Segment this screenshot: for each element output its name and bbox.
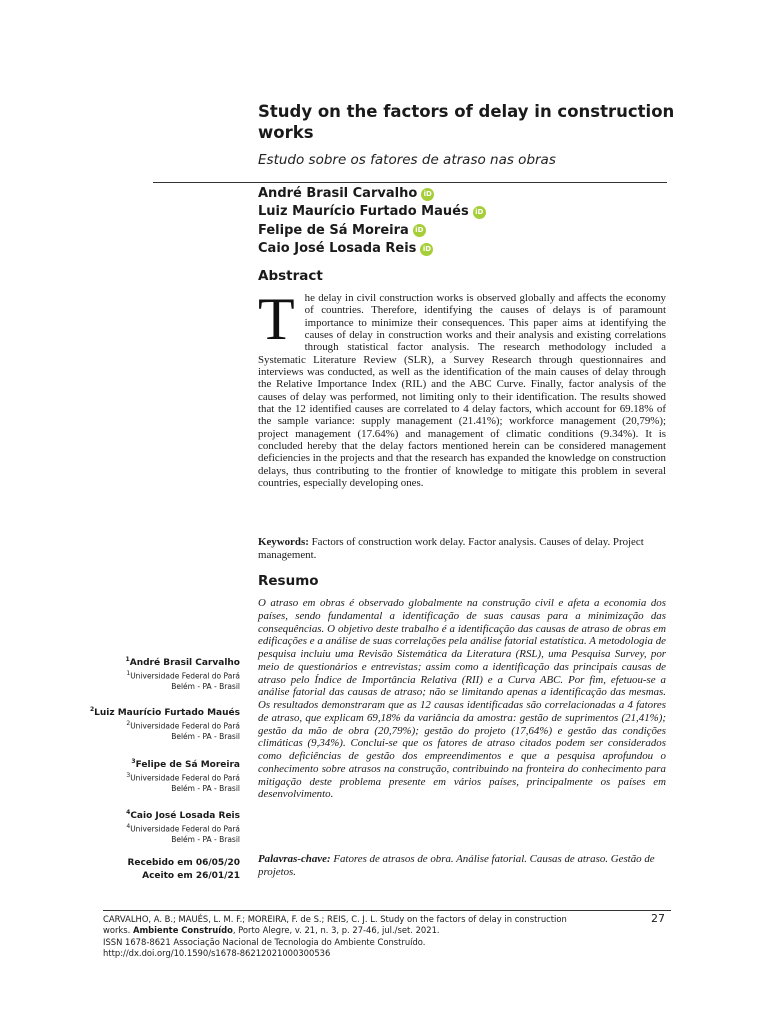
received-date: Recebido em 06/05/20 xyxy=(127,858,240,868)
resumo-heading: Resumo xyxy=(258,573,319,589)
affiliation-3 xyxy=(126,756,240,794)
affiliation-sup: 3 xyxy=(126,772,131,779)
affiliation-name: Luiz Maurício Furtado Maués xyxy=(94,708,240,718)
author-list xyxy=(258,185,486,258)
submission-dates xyxy=(127,857,240,883)
affiliation-location: Belém - PA - Brasil xyxy=(171,681,240,691)
resumo-text: O atraso em obras é observado globalmente na construção civil e afeta a economia dos países, sendo fundamental a identificação de suas causas para a minimização das consequências. O objetivo deste trabalho é a identificação das causas de atraso de obras em edificações e a análise de suas correlações pela análise fatorial estatística. A metodologia de pesquisa incluiu uma Revisão Sistemática da Literatura (RSL), uma Pesquisa Survey, por meio de questionários e entrevistas; assim como a identificação das principais causas de atraso pelo Índice de Importância Relativa (RII) e a Curva ABC. Por fim, efetuou-se a análise fatorial das causas de atraso; não se limitando apenas a identificação das mesmas. Os resultados demonstraram que as 12 causas identificadas são correlacionadas a 4 fatores de atraso, que explicam 69,18% da variância da amostra: gestão de suprimentos (21,41%); gestão da mão de obra (20,79%); gestão do projeto (17,64%) e gestão das condições climáticas (9,34%). Conclui-se que os fatores de atraso citados podem ser considerados como deficiências de gestão dos empreendimentos e que a pesquisa aprofundou o conhecimento sobre atrasos na construção, contribuindo na fronteira do conhecimento para mitigação deste problema presente em vários países, principalmente os países em desenvolvimento. xyxy=(258,597,666,801)
affiliation-university: Universidade Federal do Pará xyxy=(130,671,240,681)
affiliation-1 xyxy=(126,654,240,692)
author-1 xyxy=(258,185,486,203)
doi-link[interactable]: http://dx.doi.org/10.1590/s1678-86212021000300536 xyxy=(103,947,331,958)
abstract-keywords xyxy=(258,536,666,561)
author-name: Luiz Maurício Furtado Maués xyxy=(258,204,469,220)
orcid-icon[interactable]: iD xyxy=(420,243,433,256)
author-sup: 3 xyxy=(131,758,136,765)
resumo-keywords xyxy=(258,853,666,878)
affiliation-name: André Brasil Carvalho xyxy=(129,658,240,668)
affiliation-sup: 4 xyxy=(126,823,131,830)
author-name: André Brasil Carvalho xyxy=(258,186,418,201)
citation-suffix: , Porto Alegre, v. 21, n. 3, p. 27-46, jul./set. 2021. xyxy=(232,925,440,936)
keywords-label: Keywords: xyxy=(258,536,309,548)
author-sup: 1 xyxy=(125,656,130,663)
bottom-divider xyxy=(103,910,671,911)
top-divider xyxy=(153,182,667,183)
orcid-icon[interactable]: iD xyxy=(473,206,486,219)
journal-name: Ambiente Construído xyxy=(132,925,233,936)
issn-line: ISSN 1678-8621 Associação Nacional de Tecnologia do Ambiente Construído. xyxy=(103,936,426,947)
citation-footer xyxy=(103,914,633,959)
citation-prefix: works. xyxy=(103,925,131,936)
author-name: Felipe de Sá Moreira xyxy=(258,222,409,238)
author-sup: 2 xyxy=(89,706,95,713)
author-3 xyxy=(258,222,486,240)
affiliation-location: Belém - PA - Brasil xyxy=(171,783,240,793)
accepted-date: Aceito em 26/01/21 xyxy=(142,871,240,881)
palavras-label: Palavras-chave: xyxy=(258,853,331,865)
affiliation-location: Belém - PA - Brasil xyxy=(171,731,240,741)
palavras-text: Fatores de atrasos de obra. Análise fatorial. Causas de atraso. Gestão de projetos. xyxy=(258,853,655,878)
abstract-body: he delay in civil construction works is observed globally and affects the economy of countries. Therefore, identifying the causes of delays is of paramount importance to minimize their consequences. This paper aims at identifying the causes of delay in construction works and their analysis and existing correlations through statistical factor analysis. The research methodology included a Systematic Literature Review (SLR), a Survey Research through questionnaires and interviews was conducted, as well as the identification of the main causes of delay through the Relative Importance Index (RIL) and the ABC Curve. Finally, factor analysis of the causes of delay was performed, not limiting only to their identification. The results showed that the 12 identified causes are correlated to 4 delay factors, which account for 69.18% of the sample variance: supply management (21.41%); workforce management (20,79%); project management (17.64%) and management of climatic conditions (9.34%). It is concluded hereby that the delay factors mentioned herein can be considered management deficiencies in the projects and that the research has expanded the knowledge on construction delays, thus contributing to the frontier of knowledge to mitigate this problem in several countries, especially developing ones. xyxy=(258,292,666,490)
author-sup: 4 xyxy=(126,809,131,816)
keywords-text: Factors of construction work delay. Factor analysis. Causes of delay. Project management. xyxy=(258,536,644,561)
page-number: 27 xyxy=(651,912,665,925)
paper-title: Study on the factors of delay in construction works xyxy=(258,102,675,142)
author-4 xyxy=(258,240,486,258)
affiliation-university: Universidade Federal do Pará xyxy=(130,773,240,783)
abstract-text xyxy=(258,286,666,490)
orcid-icon[interactable]: iD xyxy=(421,188,434,201)
affiliation-location: Belém - PA - Brasil xyxy=(171,834,240,844)
affiliation-name: Caio José Losada Reis xyxy=(130,811,240,821)
author-2 xyxy=(258,203,486,221)
abstract-heading: Abstract xyxy=(258,268,323,284)
orcid-icon[interactable]: iD xyxy=(413,224,426,237)
affiliation-sup: 1 xyxy=(126,670,131,677)
citation-line-1: CARVALHO, A. B.; MAUÉS, L. M. F.; MOREIRA, F. de S.; REIS, C. J. L. Study on the factors of delay in construction xyxy=(103,914,567,924)
affiliation-university: Universidade Federal do Pará xyxy=(130,721,240,731)
citation-line-2 xyxy=(103,925,633,936)
paper-subtitle: Estudo sobre os fatores de atraso nas obras xyxy=(258,152,556,168)
affiliation-name: Felipe de Sá Moreira xyxy=(135,760,240,770)
affiliation-2 xyxy=(90,704,240,742)
affiliation-4 xyxy=(126,807,240,845)
affiliation-university: Universidade Federal do Pará xyxy=(130,824,240,834)
author-name: Caio José Losada Reis xyxy=(258,240,417,256)
abstract-dropcap: T xyxy=(258,286,295,352)
affiliation-sup: 2 xyxy=(126,720,131,727)
